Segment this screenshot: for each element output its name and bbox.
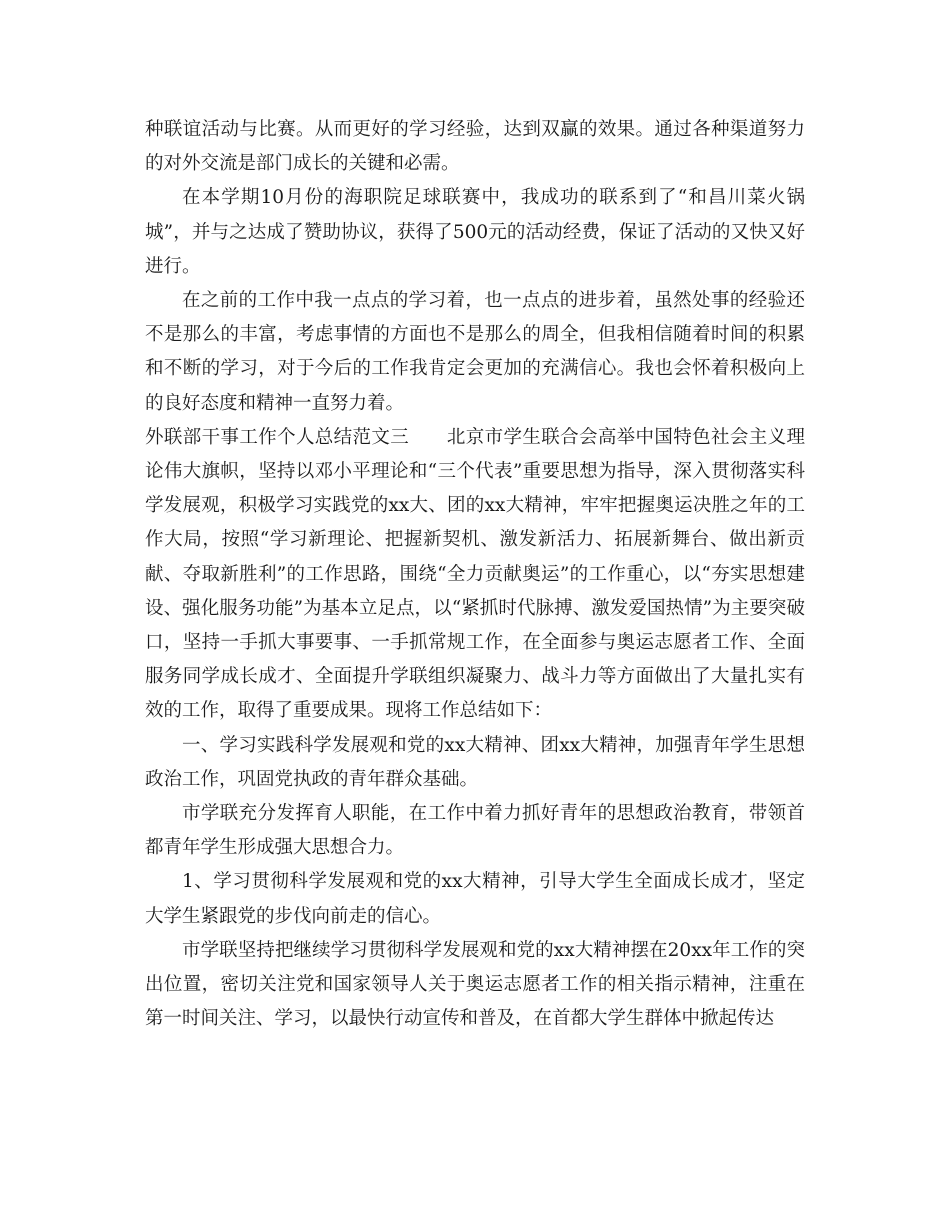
paragraph-7: 1、学习贯彻科学发展观和党的xx大精神，引导大学生全面成长成才，坚定大学生紧跟党的步伐向前走的信心。 (145, 871, 805, 927)
paragraph-5: 一、学习实践科学发展观和党的xx大精神、团xx大精神，加强青年学生思想政治工作，巩固党执政的青年群众基础。 (145, 734, 805, 790)
paragraph-1: 种联谊活动与比赛。从而更好的学习经验，达到双赢的效果。通过各种渠道努力的对外交流是部门成长的关键和必需。 (145, 119, 805, 175)
paragraph-2: 在本学期10月份的海职院足球联赛中，我成功的联系到了“和昌川菜火锅城”，并与之达成了赞助协议，获得了500元的活动经费，保证了活动的又快又好进行。 (145, 187, 805, 277)
paragraph-4-section-title: 外联部干事工作个人总结范文三 北京市学生联合会高举中国特色社会主义理论伟大旗帜，坚持以邓小平理论和“三个代表”重要思想为指导，深入贯彻落实科学发展观，积极学习实践党的xx大、团的xx大精神，牢牢把握奥运决胜之年的工作大局，按照“学习新理论、把握新契机、激发新活力、拓展新舞台、做出新贡献、夺取新胜利”的工作思路，围绕“全力贡献奥运”的工作重心，以“夯实思想建设、强化服务功能”为基本立足点，以“紧抓时代脉搏、激发爱国热情”为主要突破口，坚持一手抓大事要事、一手抓常规工作，在全面参与奥运志愿者工作、全面服务同学成长成才、全面提升学联组织凝聚力、战斗力等方面做出了大量扎实有效的工作，取得了重要成果。现将工作总结如下： (145, 426, 805, 722)
document-body (145, 113, 805, 1036)
paragraph-8: 市学联坚持把继续学习贯彻科学发展观和党的xx大精神摆在20xx年工作的突出位置，密切关注党和国家领导人关于奥运志愿者工作的相关指示精神，注重在第一时间关注、学习，以最快行动宣传和普及，在首都大学生群体中掀起传达 (145, 939, 805, 1030)
paragraph-3: 在之前的工作中我一点点的学习着，也一点点的进步着，虽然处事的经验还不是那么的丰富，考虑事情的方面也不是那么的周全，但我相信随着时间的积累和不断的学习，对于今后的工作我肯定会更加的充满信心。我也会怀着积极向上的良好态度和精神一直努力着。 (145, 290, 805, 414)
paragraph-6: 市学联充分发挥育人职能，在工作中着力抓好青年的思想政治教育，带领首都青年学生形成强大思想合力。 (145, 803, 805, 859)
